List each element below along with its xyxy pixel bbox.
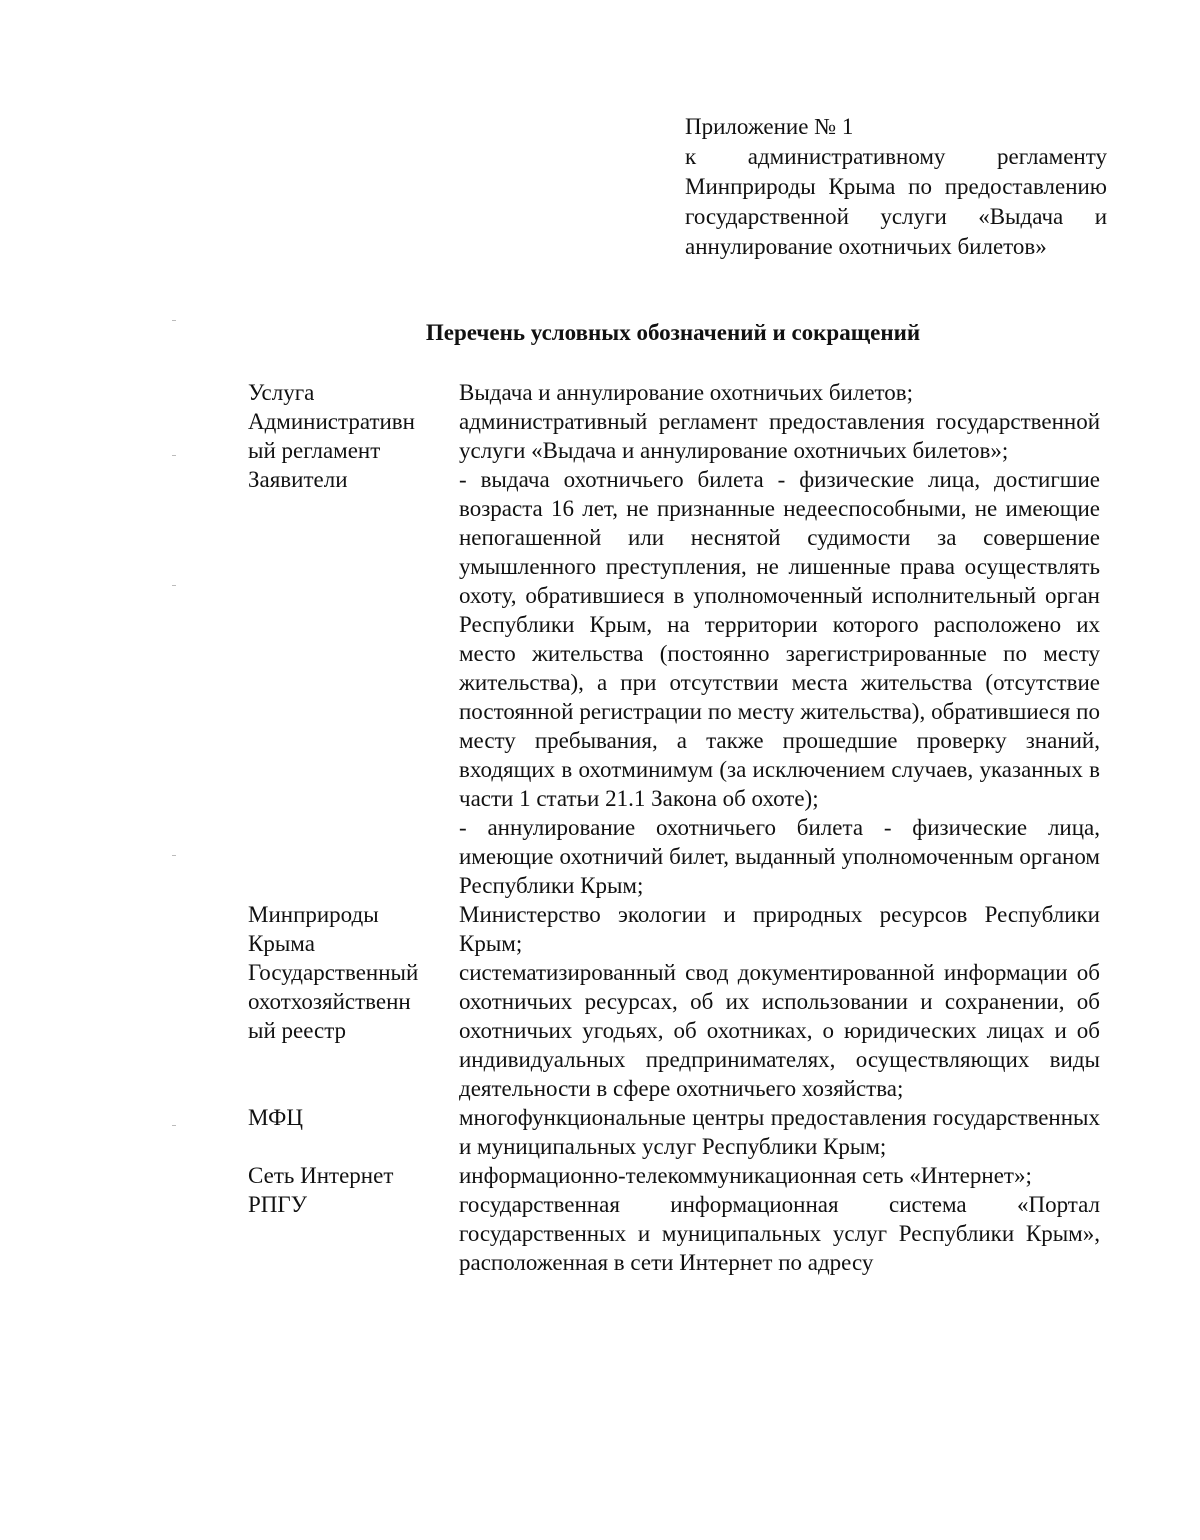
margin-mark (172, 1125, 176, 1126)
margin-mark (172, 585, 176, 586)
abbreviation-definition (459, 1103, 1100, 1161)
abbreviation-definition (459, 465, 1100, 900)
abbreviation-row (248, 1190, 1100, 1277)
abbreviation-term: РПГУ (248, 1192, 307, 1217)
abbreviation-term: Административн ый регламент (248, 409, 415, 463)
margin-mark (172, 455, 176, 456)
abbreviation-row (248, 1103, 1100, 1161)
abbreviation-row (248, 900, 1100, 958)
definition-paragraph: многофункциональные центры предоставления государственных и муниципальных услуг Республики Крым; (459, 1105, 1100, 1159)
definition-paragraph: государственная информационная система «Портал государственных и муниципальных услуг Республики Крым», расположенная в сети Интернет по адресу (459, 1192, 1100, 1275)
abbreviation-definition (459, 1190, 1100, 1277)
definition-paragraph: - выдача охотничьего билета - физические лица, достигшие возраста 16 лет, не признанные недееспособными, не имеющие непогашенной или неснятой судимости за совершение умышленного преступления, не лишенные права осуществлять охоту, обратившиеся в уполномоченный исполнительный орган Республики Крым, на территории которого расположено их место жительства (постоянно зарегистрированные по месту жительства), а при отсутствии места жительства (отсутствие постоянной регистрации по месту жительства), обратившиеся по месту пребывания, а также прошедшие проверку знаний, входящих в охотминимум (за исключением случаев, указанных в части 1 статьи 21.1 Закона об охоте); (459, 467, 1100, 811)
abbreviation-term: Сеть Интернет (248, 1163, 394, 1188)
margin-mark (172, 855, 176, 856)
abbreviation-term: МФЦ (248, 1105, 303, 1130)
abbreviation-term: Заявители (248, 467, 348, 492)
abbreviation-definition (459, 1161, 1100, 1190)
definition-paragraph: - аннулирование охотничьего билета - физические лица, имеющие охотничий билет, выданный уполномоченным органом Республики Крым; (459, 815, 1100, 898)
definition-paragraph: административный регламент предоставления государственной услуги «Выдача и аннулирование охотничьих билетов»; (459, 409, 1100, 463)
abbreviation-row (248, 465, 1100, 900)
abbreviation-definition (459, 900, 1100, 958)
definition-paragraph: Выдача и аннулирование охотничьих билетов; (459, 380, 914, 405)
abbreviation-definition (459, 407, 1100, 465)
abbreviation-row (248, 378, 1100, 407)
definition-paragraph: информационно-телекоммуникационная сеть «Интернет»; (459, 1163, 1032, 1188)
abbreviations-list (248, 378, 1100, 1277)
abbreviation-definition (459, 378, 1100, 407)
abbreviation-row (248, 407, 1100, 465)
definition-paragraph: Министерство экологии и природных ресурсов Республики Крым; (459, 902, 1100, 956)
appendix-number: Приложение № 1 (685, 114, 854, 139)
appendix-reference: к административному регламенту Минприроды Крыма по предоставлению государственной услуги «Выдача и аннулирование охотничьих билетов» (685, 144, 1107, 259)
abbreviation-definition (459, 958, 1100, 1103)
definition-paragraph: систематизированный свод документированной информации об охотничьих ресурсах, об их использовании и сохранении, об охотничьих угодьях, об охотниках, о юридических лицах и об индивидуальных предпринимателях, осуществляющих виды деятельности в сфере охотничьего хозяйства; (459, 960, 1100, 1101)
abbreviation-row (248, 958, 1100, 1103)
abbreviation-term: Минприроды Крыма (248, 902, 379, 956)
document-title: Перечень условных обозначений и сокращений (425, 320, 921, 345)
abbreviation-term: Государственный охотхозяйственн ый реестр (248, 960, 419, 1043)
abbreviation-term: Услуга (248, 380, 315, 405)
abbreviation-row (248, 1161, 1100, 1190)
appendix-header (685, 112, 1107, 262)
